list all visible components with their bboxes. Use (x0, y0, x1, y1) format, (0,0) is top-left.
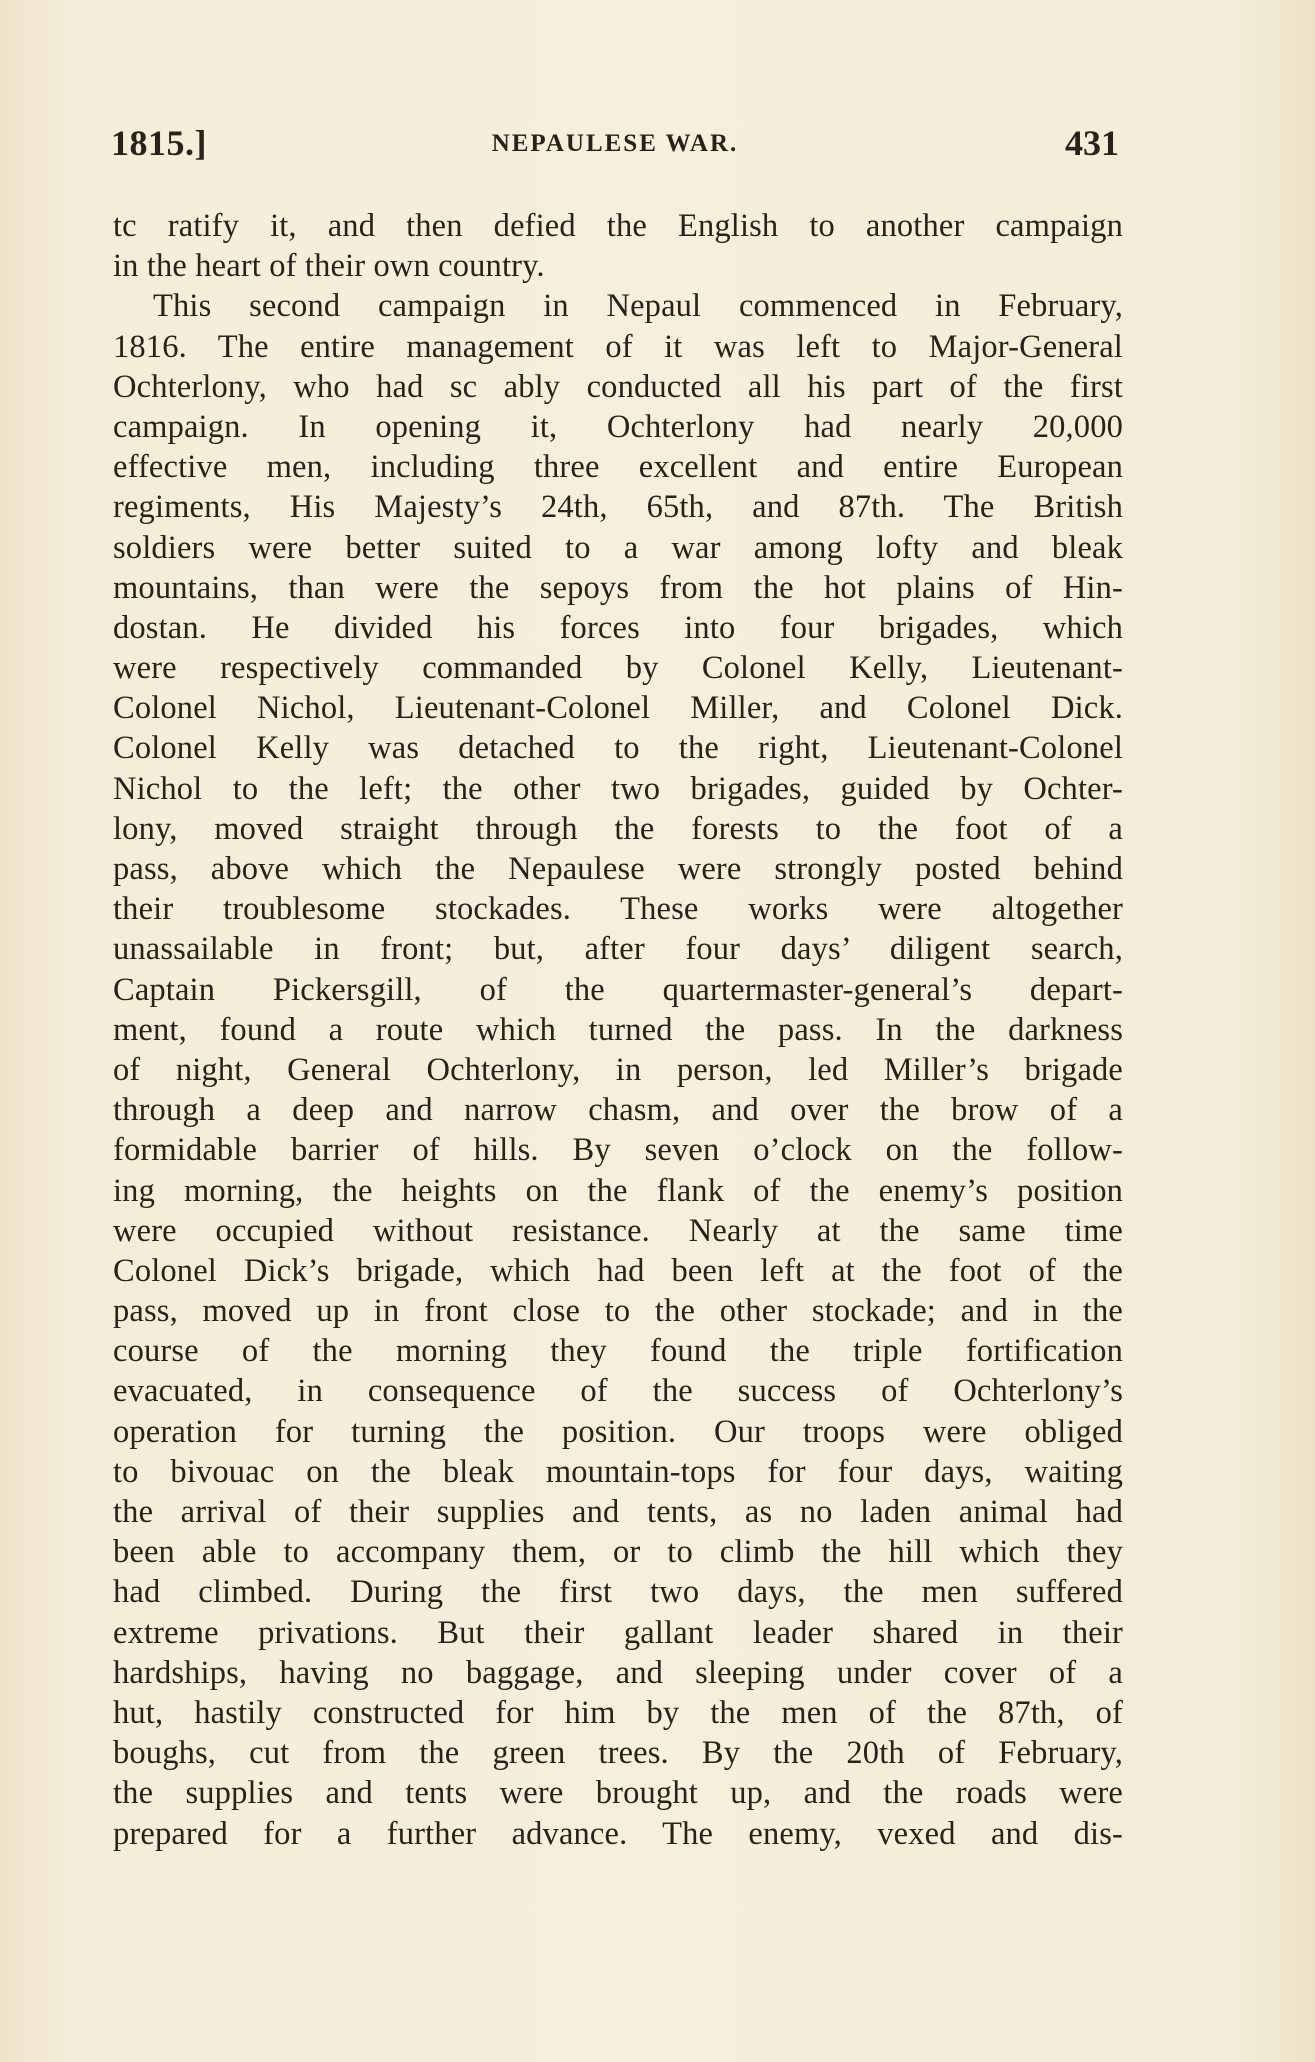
text-line: Colonel Kelly was detached to the right, Lieutenant-Colonel (113, 730, 1123, 767)
text-line: campaign. In opening it, Ochterlony had nearly 20,000 (113, 408, 1123, 445)
text-line: the supplies and tents were brought up, and the roads were (113, 1775, 1123, 1812)
text-line: ing morning, the heights on the flank of the enemy’s position (113, 1172, 1123, 1209)
text-line: effective men, including three excellent and entire European (113, 449, 1123, 486)
text-line: through a deep and narrow chasm, and over the brow of a (113, 1092, 1123, 1129)
header-year: 1815.] (111, 123, 207, 163)
text-line: unassailable in front; but, after four days’ diligent search, (113, 931, 1123, 968)
text-line: hut, hastily constructed for him by the men of the 87th, of (113, 1694, 1123, 1731)
text-line: 1816. The entire management of it was left to Major-General (113, 328, 1123, 365)
text-line: ment, found a route which turned the pass. In the darkness (113, 1011, 1123, 1048)
page-number: 431 (1065, 123, 1119, 163)
text-line: their troublesome stockades. These works were altogether (113, 891, 1123, 928)
text-line: had climbed. During the first two days, the men suffered (113, 1574, 1123, 1611)
text-line: were respectively commanded by Colonel Kelly, Lieutenant- (113, 650, 1123, 687)
text-line: Captain Pickersgill, of the quartermaster-general’s depart- (113, 971, 1123, 1008)
text-line: Nichol to the left; the other two brigades, guided by Ochter- (113, 770, 1123, 807)
text-line: evacuated, in consequence of the success of Ochterlony’s (113, 1373, 1123, 1410)
running-head (111, 122, 1119, 172)
text-line: of night, General Ochterlony, in person, led Miller’s brigade (113, 1051, 1123, 1088)
text-line: pass, moved up in front close to the other stockade; and in the (113, 1293, 1123, 1330)
text-line: to bivouac on the bleak mountain-tops for four days, waiting (113, 1453, 1123, 1490)
text-line: soldiers were better suited to a war among lofty and bleak (113, 529, 1123, 566)
text-line: been able to accompany them, or to climb the hill which they (113, 1534, 1123, 1571)
text-line: extreme privations. But their gallant leader shared in their (113, 1614, 1123, 1651)
text-line: Ochterlony, who had sc ably conducted all his part of the first (113, 368, 1123, 405)
body-text (113, 206, 1123, 1854)
text-line: dostan. He divided his forces into four brigades, which (113, 609, 1123, 646)
text-line: operation for turning the position. Our troops were obliged (113, 1413, 1123, 1450)
text-line: Colonel Dick’s brigade, which had been left at the foot of the (113, 1252, 1123, 1289)
text-line: tc ratify it, and then defied the English to another campaign (113, 208, 1123, 244)
text-line: pass, above which the Nepaulese were strongly posted behind (113, 851, 1123, 887)
text-line: mountains, than were the sepoys from the hot plains of Hin- (113, 569, 1123, 606)
text-line: This second campaign in Nepaul commenced in February, (153, 288, 1123, 325)
text-line: prepared for a further advance. The enemy, vexed and dis- (113, 1815, 1123, 1852)
text-line: boughs, cut from the green trees. By the 20th of February, (113, 1735, 1123, 1772)
text-line: the arrival of their supplies and tents, as no laden animal had (113, 1494, 1123, 1530)
header-title: NEPAULESE WAR. (491, 130, 739, 157)
text-line: in the heart of their own country. (113, 248, 545, 285)
text-line: regiments, His Majesty’s 24th, 65th, and 87th. The British (113, 489, 1123, 526)
text-line: course of the morning they found the triple fortification (113, 1333, 1123, 1370)
text-line: formidable barrier of hills. By seven o’clock on the follow- (113, 1132, 1123, 1169)
text-line: Colonel Nichol, Lieutenant-Colonel Miller, and Colonel Dick. (113, 690, 1123, 727)
text-line: lony, moved straight through the forests to the foot of a (113, 810, 1123, 847)
text-line: were occupied without resistance. Nearly at the same time (113, 1212, 1123, 1249)
text-line: hardships, having no baggage, and sleeping under cover of a (113, 1654, 1123, 1691)
